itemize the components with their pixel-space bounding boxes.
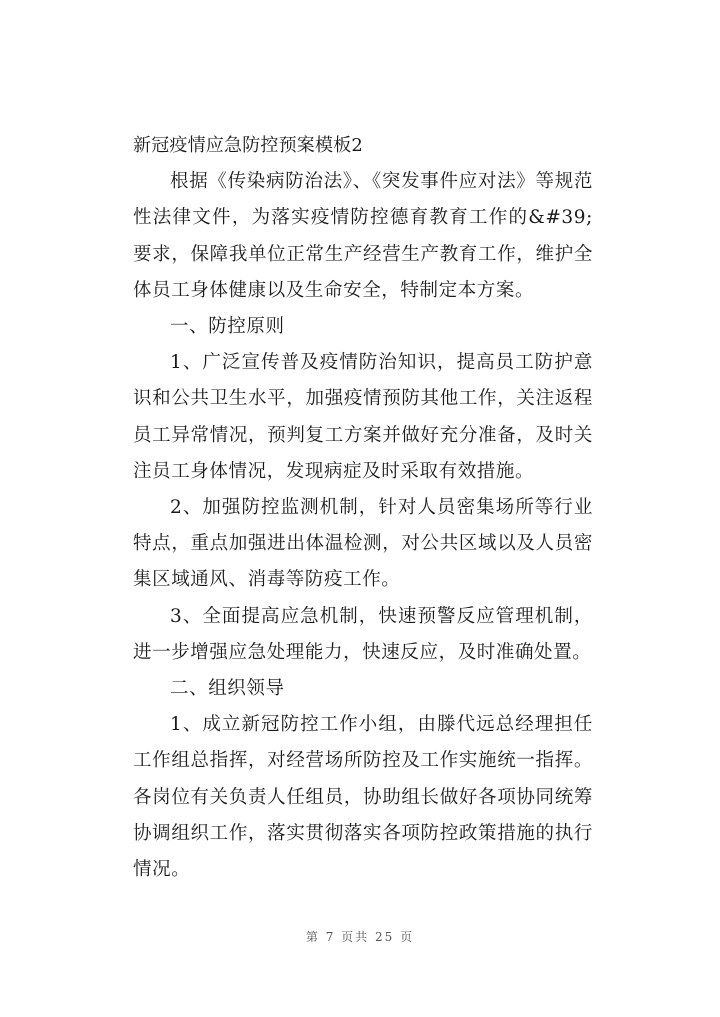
document-body (133, 128, 593, 888)
paragraph-principle-3: 3、全面提高应急机制，快速预警反应管理机制，进一步增强应急处理能力，快速反应，及时准确处置。 (133, 605, 593, 663)
paragraph-organization-1: 1、成立新冠防控工作小组，由滕代远总经理担任工作组总指挥，对经营场所防控及工作实施统一指挥。各岗位有关负责人任组员，协助组长做好各项协同统筹协调组织工作，落实贯彻落实各项防控政策措施的执行情况。 (133, 714, 593, 881)
page-number-footer: 第 7 页共 25 页 (305, 930, 415, 944)
paragraph-principle-2: 2、加强防控监测机制，针对人员密集场所等行业特点，重点加强进出体温检测，对公共区域以及人员密集区域通风、消毒等防疫工作。 (133, 497, 593, 591)
paragraph-principle-1: 1、广泛宣传普及疫情防治知识，提高员工防护意识和公共卫生水平，加强疫情预防其他工作，关注返程员工异常情况，预判复工方案并做好充分准备，及时关注员工身体情况，发现病症及时采取有效措施。 (133, 352, 593, 482)
section-heading-organization: 二、组织领导 (170, 678, 285, 700)
paragraph-intro: 根据《传染病防治法》、《突发事件应对法》等规范性法律文件，为落实疫情防控德育教育工作的&#39;要求，保障我单位正常生产经营生产教育工作，维护全体员工身体健康以及生命安全，特制定本方案。 (133, 171, 593, 301)
document-title: 新冠疫情应急防控预案模板2 (133, 135, 364, 156)
section-heading-principles: 一、防控原则 (170, 316, 285, 338)
